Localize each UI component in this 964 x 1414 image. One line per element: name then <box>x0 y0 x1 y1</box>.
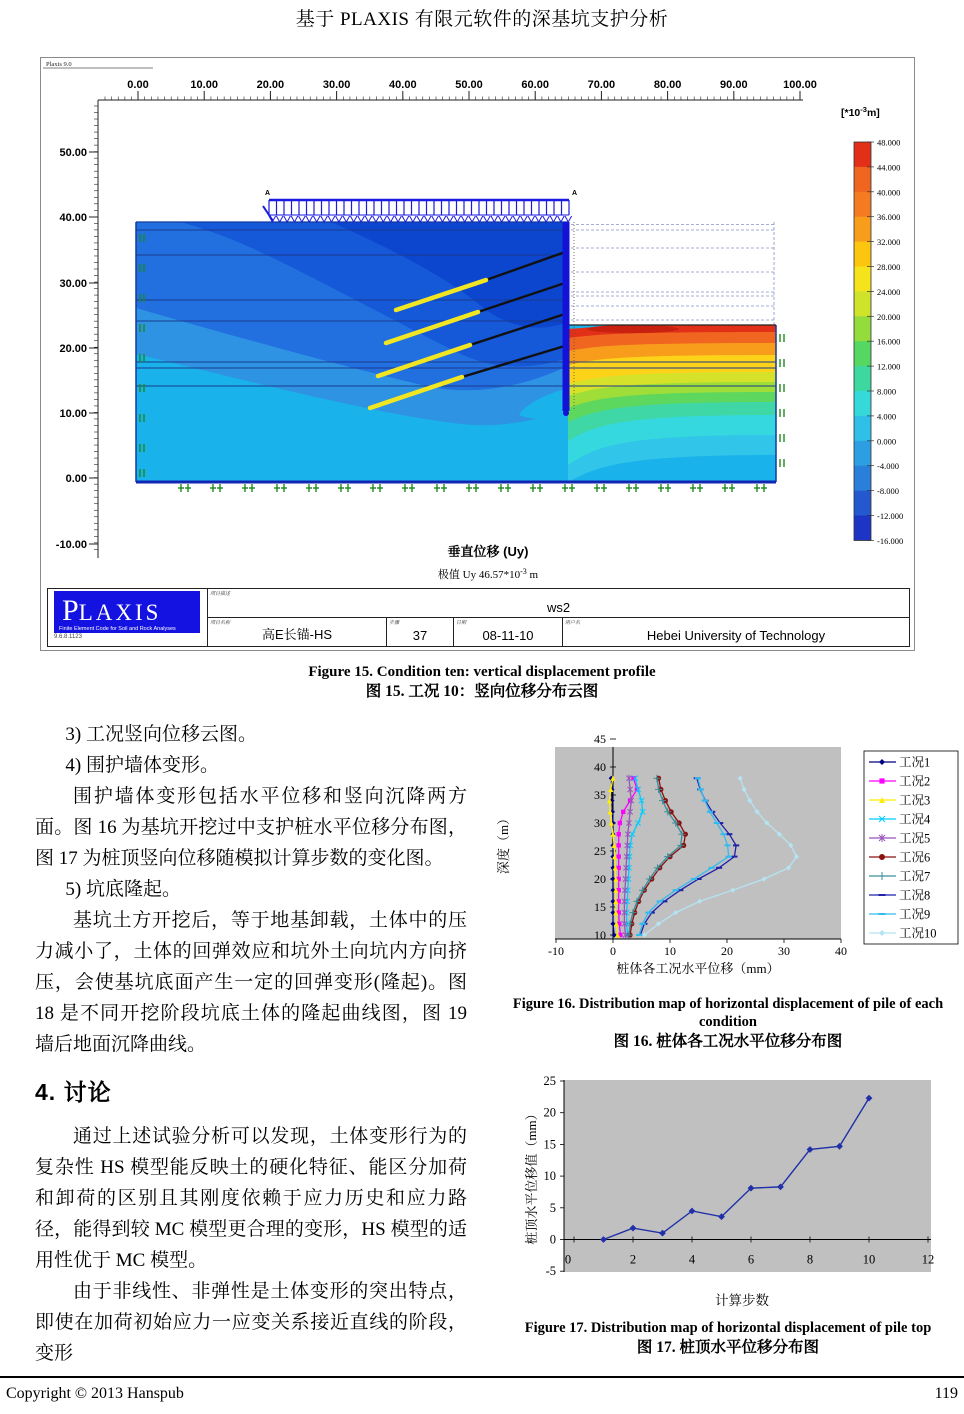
page-number: 119 <box>934 1385 958 1402</box>
fig16-x-tick: -10 <box>548 944 564 958</box>
svg-text:0.00: 0.00 <box>127 79 149 91</box>
body-paragraph: 基坑土方开挖后，等于地基卸载，土体中的压力减小了，土体的回弹效应和坑外土向坑内方向挤压，会使基坑底面产生一定的回弹变形(隆起)。图 18 是不同开挖阶段坑底土体的隆起曲线图，图 19 墙后地面沉降曲线。 <box>35 910 467 1055</box>
body-text-column <box>35 719 467 1369</box>
svg-text:20.00: 20.00 <box>59 343 87 355</box>
project-description-cell <box>208 589 909 618</box>
colorbar <box>854 138 903 546</box>
svg-text:30.00: 30.00 <box>59 278 87 290</box>
project-name-cell <box>208 618 386 646</box>
svg-text:16.000: 16.000 <box>877 336 901 347</box>
fig17-xlabel: 计算步数 <box>715 1293 769 1308</box>
fig16-y-tick: 30 <box>594 816 606 830</box>
project-description-value: ws2 <box>546 600 571 615</box>
fig17-y-tick: -5 <box>545 1264 556 1279</box>
date-cell <box>453 618 562 646</box>
figure17-caption <box>498 1319 958 1358</box>
fig17-x-tick: 4 <box>688 1252 696 1267</box>
fig16-y-tick: 40 <box>594 760 606 774</box>
figure15-caption-en: Figure 15. Condition ten: vertical displacement profile <box>308 664 656 680</box>
svg-text:40.00: 40.00 <box>59 212 87 224</box>
figure16-caption <box>498 995 958 1052</box>
user-label: 用户名 <box>565 620 581 626</box>
fig17-x-tick: 6 <box>747 1252 755 1267</box>
fig17-x-tick: 12 <box>921 1252 935 1267</box>
body-paragraph: 由于非线性、非弹性是土体变形的突出特点，即使在加荷初始应力一应变关系接近直线的阶段，变形 <box>35 1281 467 1364</box>
svg-text:28.000: 28.000 <box>877 262 901 272</box>
fig17-y-tick: 25 <box>543 1074 556 1088</box>
title-block-table <box>208 589 909 646</box>
page-title: 基于 PLAXIS 有限元软件的深基坑支护分析 <box>295 9 669 30</box>
colorbar-unit-label: $[*10^{-3}m]$ <box>841 105 880 119</box>
svg-text:10.00: 10.00 <box>59 408 87 420</box>
fig17-y-tick: 5 <box>549 1200 556 1215</box>
svg-text:50.00: 50.00 <box>59 147 87 159</box>
section-marker-a-left: A <box>265 190 271 197</box>
logo-p: P <box>62 594 79 627</box>
figure16-block <box>492 724 964 1052</box>
step-label: 步骤 <box>389 620 400 626</box>
legend-label: 工况10 <box>899 926 937 941</box>
legend-label: 工况4 <box>899 812 931 827</box>
plaxis-logo-cell <box>48 589 208 646</box>
svg-text:-12.000: -12.000 <box>877 511 904 521</box>
date-value: 08-11-10 <box>482 628 534 643</box>
figure16-chart <box>492 724 964 988</box>
fig16-x-tick: 30 <box>778 944 790 958</box>
logo-laxis: LAXIS <box>78 600 162 625</box>
body-paragraph: 3) 工况竖向位移云图。 <box>65 724 257 745</box>
user-value: Hebei University of Technology <box>646 628 826 643</box>
svg-text:90.00: 90.00 <box>720 79 748 91</box>
distributed-load <box>263 200 572 222</box>
svg-text:60.00: 60.00 <box>521 79 549 91</box>
svg-text:24.000: 24.000 <box>877 286 901 297</box>
body-paragraph: 4) 围护墙体变形。 <box>65 755 219 776</box>
legend-label: 工况9 <box>899 907 931 922</box>
fig17-y-tick: 10 <box>543 1169 556 1184</box>
pit-heave-contour-bands <box>568 325 776 482</box>
plaxis-version-label: Plaxis 9.0 <box>46 61 72 68</box>
svg-text:0.000: 0.000 <box>877 436 897 447</box>
svg-text:12.000: 12.000 <box>877 361 901 372</box>
svg-text:40.00: 40.00 <box>389 79 417 91</box>
svg-text:-4.000: -4.000 <box>877 461 899 472</box>
svg-text:80.00: 80.00 <box>653 79 682 91</box>
plaxis-title-block <box>47 588 910 647</box>
project-name-label: 项目名称 <box>210 620 231 626</box>
body-paragraph: 围护墙体变形包括水平位移和竖向沉降两方面。图 16 为基坑开挖过中支护桩水平位移分布图，图 17 为桩顶竖向位移随模拟计算步数的变化图。 <box>35 786 467 869</box>
fig16-y-tick: 10 <box>594 928 606 942</box>
svg-text:-10.00: -10.00 <box>55 539 87 551</box>
fig17-x-tick: 0 <box>564 1252 572 1267</box>
svg-text:32.000: 32.000 <box>877 237 901 248</box>
page-footer <box>0 1376 964 1403</box>
svg-text:50.00: 50.00 <box>455 79 483 91</box>
step-cell <box>386 618 453 646</box>
step-value: 37 <box>412 628 428 643</box>
body-paragraph: 通过上述试验分析可以发现，土体变形行为的复杂性 HS 模型能反映土的硬化特征、能区分加荷和卸荷的区别且其刚度依赖于应力历史和应力路径，能得到较 MC 模型更合理的变形，HS 模型的适用性优于 MC 模型。 <box>35 1126 467 1271</box>
fig17-y-tick: 0 <box>549 1232 556 1247</box>
fig16-y-tick: 25 <box>594 844 606 858</box>
fig16-y-tick: 15 <box>594 900 606 914</box>
extreme-value-label: 极值 Uy $46.57*10^{-3}$ m <box>437 567 539 581</box>
figure17-caption-zh: 图 17. 桩顶水平位移分布图 <box>636 1339 820 1356</box>
svg-text:-8.000: -8.000 <box>877 486 899 497</box>
figure15-caption-zh: 图 15. 工况 10：竖向位移分布云图 <box>365 683 599 700</box>
svg-text:70.00: 70.00 <box>587 79 616 91</box>
svg-text:8.000: 8.000 <box>877 386 897 397</box>
legend-label: 工况5 <box>899 831 931 846</box>
fig17-y-tick: 20 <box>543 1105 556 1120</box>
svg-text:-16.000: -16.000 <box>877 535 904 546</box>
fig16-xlabel: 桩体各工况水平位移（mm） <box>616 961 780 976</box>
svg-text:20.000: 20.000 <box>877 311 901 322</box>
fig16-ylabel: 深度（m） <box>496 811 511 875</box>
figure15-plot <box>41 58 912 590</box>
legend-label: 工况8 <box>899 888 931 903</box>
figure17-chart <box>492 1062 964 1312</box>
legend-label: 工况2 <box>899 774 931 789</box>
svg-text:30.00: 30.00 <box>322 79 351 91</box>
user-cell <box>562 618 909 646</box>
section-heading: 4. 讨论 <box>35 1079 112 1105</box>
fig16-x-tick: 20 <box>721 944 733 958</box>
copyright-text: Copyright © 2013 Hanspub <box>6 1385 184 1402</box>
figure16-caption-en: Figure 16. Distribution map of horizontal displacement of pile of each condition <box>512 996 944 1030</box>
fig17-y-tick: 15 <box>543 1137 556 1152</box>
logo-subtitle: Finite Element Code for Soil and Rock Analyses <box>59 626 176 632</box>
legend-label: 工况6 <box>899 850 931 865</box>
plaxis-logo <box>54 591 200 633</box>
svg-text:44.000: 44.000 <box>877 162 901 173</box>
fig17-x-tick: 10 <box>862 1252 876 1267</box>
svg-text:10.00: 10.00 <box>190 79 218 91</box>
figure17-block <box>492 1062 964 1358</box>
svg-text:48.000: 48.000 <box>877 137 901 148</box>
fig17-x-tick: 8 <box>806 1252 814 1267</box>
body-paragraph: 5) 坑底隆起。 <box>65 879 181 900</box>
fig17-x-tick: 2 <box>629 1252 637 1267</box>
section-marker-a-right: A <box>572 190 578 197</box>
figure16-caption-zh: 图 16. 桩体各工况水平位移分布图 <box>613 1033 843 1050</box>
fig16-y-tick: 35 <box>594 788 606 802</box>
svg-text:100.00: 100.00 <box>783 79 817 91</box>
svg-text:40.000: 40.000 <box>877 187 901 198</box>
svg-text:36.000: 36.000 <box>877 212 901 223</box>
output-version: 9.6.8.1123 <box>54 634 82 640</box>
project-name-value: 高E长锚-HS <box>261 627 333 642</box>
legend-label: 工况3 <box>899 793 931 808</box>
fig16-x-tick: 10 <box>664 944 676 958</box>
excavation-area <box>568 222 776 325</box>
figure15-caption <box>0 662 964 702</box>
fig17-ylabel: 桩顶水平位移值（mm） <box>524 1107 539 1245</box>
svg-text:4.000: 4.000 <box>877 411 897 422</box>
figure15-plaxis-output <box>40 57 915 651</box>
svg-text:20.00: 20.00 <box>256 79 285 91</box>
legend-label: 工况1 <box>899 755 931 770</box>
date-label: 日期 <box>456 620 467 626</box>
fig16-x-tick: 40 <box>835 944 847 958</box>
fig16-x-tick: 0 <box>610 944 616 958</box>
project-description-label: 项目描述 <box>210 591 231 597</box>
legend-label: 工况7 <box>899 869 931 884</box>
fig16-legend <box>864 751 958 944</box>
svg-text:0.00: 0.00 <box>65 473 87 485</box>
fig16-y-tick: 45 <box>594 732 606 746</box>
fig16-y-tick: 20 <box>594 872 606 886</box>
figure17-caption-en: Figure 17. Distribution map of horizontal displacement of pile top <box>524 1320 932 1336</box>
plot-title: 垂直位移 (Uy) <box>447 544 529 559</box>
